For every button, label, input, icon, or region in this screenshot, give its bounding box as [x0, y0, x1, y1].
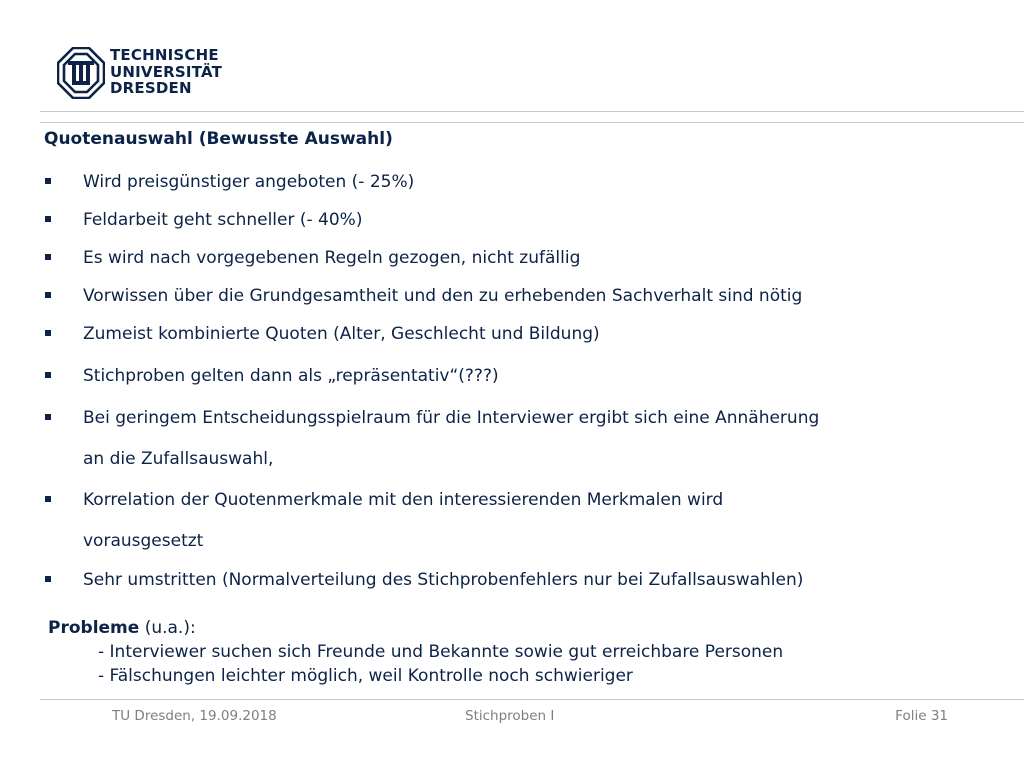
footer-slide-number: Folie 31: [895, 708, 948, 724]
problems-suffix: (u.a.):: [139, 618, 196, 638]
footer-date: TU Dresden, 19.09.2018: [112, 708, 277, 724]
slide-heading: Quotenauswahl (Bewusste Auswahl): [44, 129, 393, 149]
list-item: [83, 480, 973, 562]
bullet-marker-icon: [45, 216, 51, 222]
tu-dresden-logo-icon: [57, 47, 105, 99]
logo-wordmark: [110, 47, 222, 97]
footer-divider: [40, 699, 1024, 700]
list-item: [83, 162, 973, 203]
problem-item: - Fälschungen leichter möglich, weil Kontrolle noch schwieriger: [98, 666, 633, 686]
header-divider-secondary: [40, 122, 1024, 123]
bullet-marker-icon: [45, 496, 51, 502]
list-item-text: Zumeist kombinierte Quoten (Alter, Geschlecht und Bildung): [83, 324, 600, 344]
list-item-text: Vorwissen über die Grundgesamtheit und den zu erhebenden Sachverhalt sind nötig: [83, 286, 803, 306]
list-item-text: Feldarbeit geht schneller (- 40%): [83, 210, 363, 230]
bullet-marker-icon: [45, 330, 51, 336]
list-item-text: Korrelation der Quotenmerkmale mit den interessierenden Merkmalen wird: [83, 490, 724, 510]
list-item: [83, 200, 973, 241]
list-item-text: Stichproben gelten dann als „repräsentativ“(???): [83, 366, 499, 386]
bullet-marker-icon: [45, 178, 51, 184]
list-item-text: Sehr umstritten (Normalverteilung des Stichprobenfehlers nur bei Zufallsauswahlen): [83, 570, 804, 590]
list-item: [83, 276, 973, 317]
list-item-text: Bei geringem Entscheidungsspielraum für die Interviewer ergibt sich eine Annäherung: [83, 408, 820, 428]
logo-line: TECHNISCHE: [110, 46, 219, 64]
list-item-text: vorausgesetzt: [83, 531, 204, 551]
list-item-text: Es wird nach vorgegebenen Regeln gezogen, nicht zufällig: [83, 248, 581, 268]
list-item: [83, 356, 973, 397]
bullet-marker-icon: [45, 414, 51, 420]
bullet-marker-icon: [45, 372, 51, 378]
bullet-marker-icon: [45, 292, 51, 298]
bullet-marker-icon: [45, 254, 51, 260]
logo-line: DRESDEN: [110, 79, 192, 97]
list-item: [83, 314, 973, 355]
logo-line: UNIVERSITÄT: [110, 62, 223, 81]
list-item: [83, 238, 973, 279]
bullet-marker-icon: [45, 576, 51, 582]
problems-block: [48, 616, 783, 688]
list-item-text: Wird preisgünstiger angeboten (- 25%): [83, 172, 415, 192]
problem-item: - Interviewer suchen sich Freunde und Bekannte sowie gut erreichbare Personen: [98, 642, 784, 662]
list-item: [83, 560, 973, 601]
logo: [57, 47, 227, 99]
problems-label: Probleme: [48, 618, 140, 638]
list-item: [83, 398, 973, 480]
footer-title: Stichproben I: [465, 708, 555, 724]
header-divider: [40, 111, 1024, 112]
list-item-text: an die Zufallsauswahl,: [83, 449, 274, 469]
